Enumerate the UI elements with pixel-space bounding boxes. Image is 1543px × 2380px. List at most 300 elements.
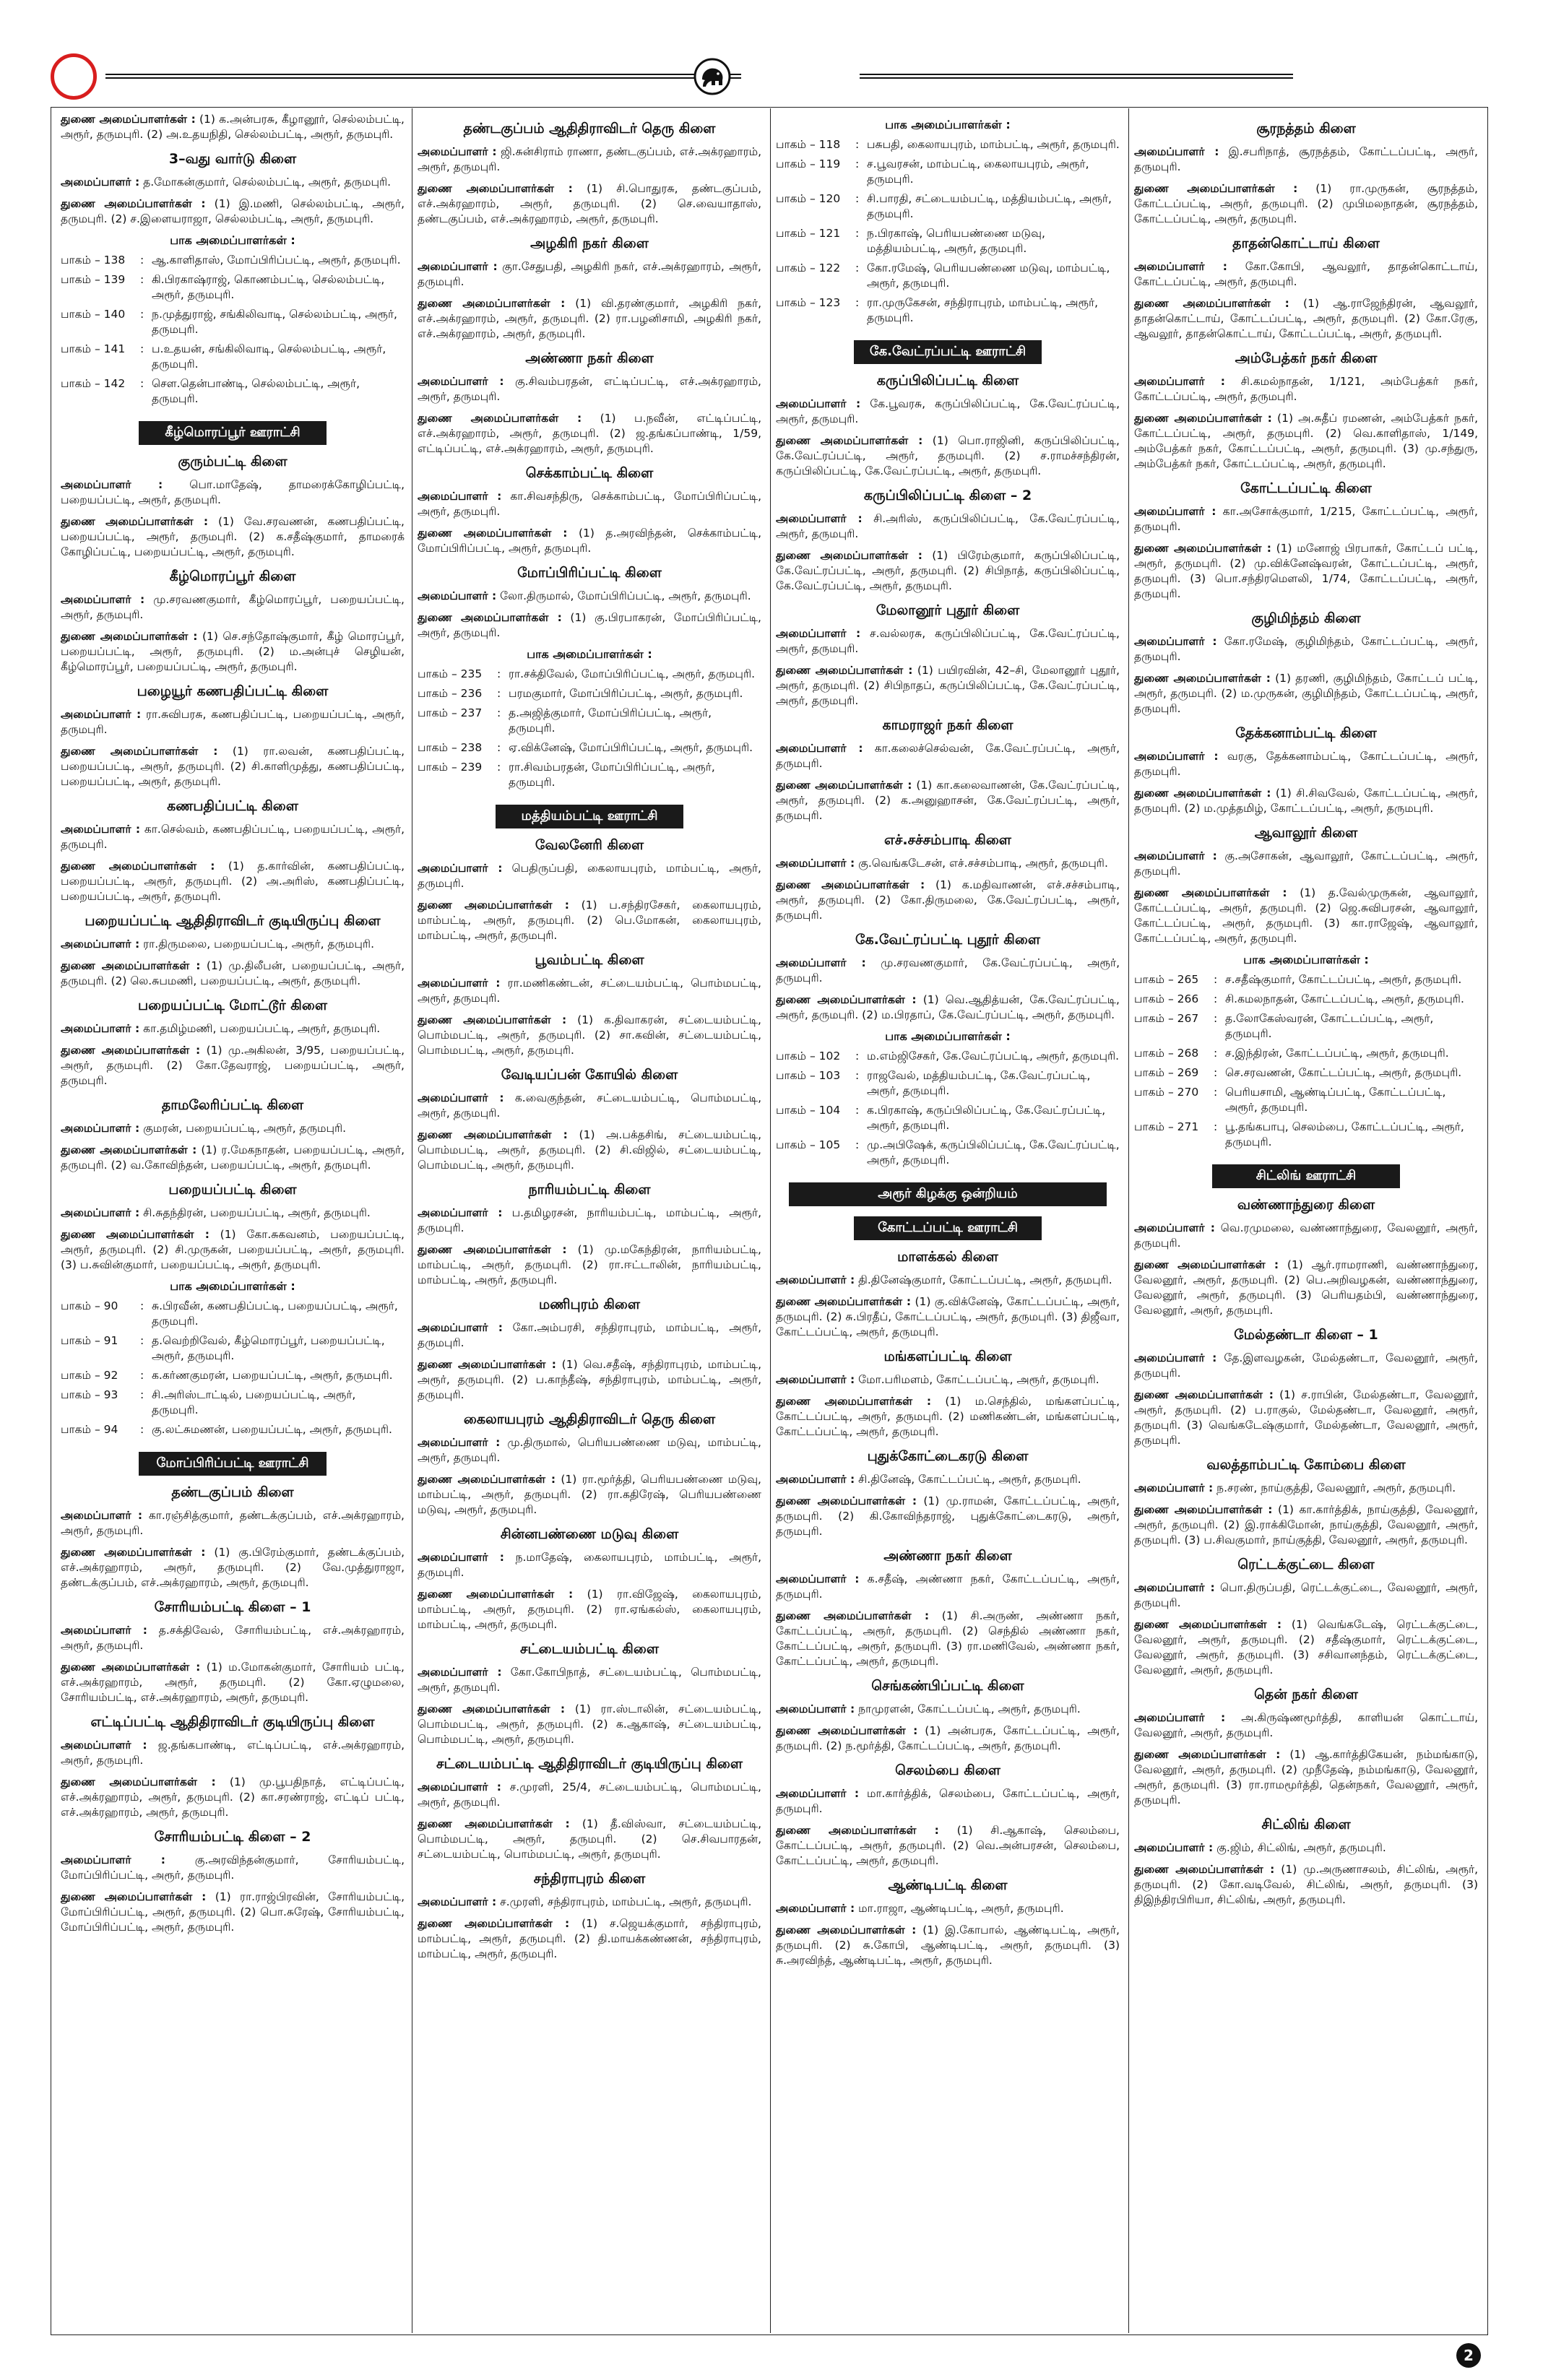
- member-entry: [61, 1660, 405, 1705]
- part-list: [776, 1049, 1120, 1172]
- role-label: துணை அமைப்பாளர்கள் :: [1134, 542, 1271, 555]
- role-label: துணை அமைப்பாளர்கள் :: [776, 878, 925, 891]
- part-row: [1134, 1085, 1478, 1120]
- role-label: துணை அமைப்பாளர்கள் :: [418, 412, 582, 425]
- panchayat-banner: கீழ்மொரப்பூர் ஊராட்சி: [139, 421, 327, 445]
- part-number: பாகம் – 271: [1134, 1120, 1199, 1133]
- member-details: கு.அரவிந்தன்குமார், சோரியம்பட்டி, மோப்பிரிப்பட்டி, அரூர், தருமபுரி.: [61, 1853, 405, 1882]
- branch-heading: மணிபுரம் கிளை: [538, 1297, 641, 1312]
- masthead-ring-icon: [51, 53, 97, 100]
- member-details: அ.கிருஷ்ணமூர்த்தி, காளியன் கொட்டாய், வேலனூர், அரூர், தருமபுரி.: [1134, 1711, 1478, 1739]
- branch-heading: தேக்கனாம்பட்டி கிளை: [1235, 725, 1377, 741]
- part-separator: :: [855, 138, 860, 151]
- member-details: (1) மு.மகேந்திரன், நாரியம்பட்டி, மாம்பட்டி, அரூர், தருமபுரி. (2) ரா.ஈட்டாலின், நாரியம்பட்டி, மாம்பட்டி, அரூர், தருமபுரி.: [418, 1243, 761, 1286]
- member-details: மு.திருமால், பெரியபண்ணை மடுவு, மாம்பட்டி, அரூர், தருமபுரி.: [418, 1436, 761, 1464]
- member-details: பெதிருப்பதி, கைலாயபுரம், மாம்பட்டி, அரூர், தருமபுரி.: [418, 862, 761, 890]
- part-member: த.அஜித்குமார், மோப்பிரிப்பட்டி, அரூர், தருமபுரி.: [509, 706, 712, 735]
- part-list: [418, 667, 761, 795]
- member-details: மு.சரவணகுமார், கே.வேட்ரப்பட்டி, அரூர், தருமபுரி.: [776, 956, 1120, 985]
- column-3: [776, 112, 1120, 2322]
- member-details: (1) வே.சரவணன், கணபதிப்பட்டி, பறையப்பட்டி, அரூர், தருமபுரி. (2) க.சதீஷ்குமார், தாமரைக் கோழிப்பட்டி, பறையப்பட்டி, அரூர், தருமபுரி.: [61, 515, 405, 558]
- member-details: (1) ச.ராபின், மேல்தண்டா, வேலனூர், அரூர், தருமபுரி. (2) ப.ராகுல், மேல்தண்டா, வேலனூர், அரூர், தருமபுரி. (3) வெங்கடேஷ்குமார், மேல்தண்டா, வேலனூர், அரூர், தருமபுரி.: [1134, 1388, 1478, 1447]
- member-details: (1) ப.சந்திரசேகர், கைலாயபுரம், மாம்பட்டி, அரூர், தருமபுரி. (2) பெ.மோகன், கைலாயபுரம், மாம்பட்டி, அரூர், தருமபுரி.: [418, 899, 761, 942]
- part-row: [61, 342, 405, 376]
- part-separator: :: [140, 1299, 144, 1312]
- member-entry: [1134, 374, 1478, 404]
- branch-heading: மேல்தண்டா கிளை – 1: [1234, 1327, 1378, 1343]
- part-member: செ.சரவணன், கோட்டப்பட்டி, அரூர், தருமபுரி.: [1225, 1066, 1462, 1079]
- part-row: [61, 253, 405, 272]
- member-entry: [776, 626, 1120, 657]
- part-separator: :: [497, 761, 501, 774]
- member-entry: [418, 259, 761, 290]
- member-details: (1) அ.சுதீப் ரமணன், அம்பேத்கர் நகர், கோட்டப்பட்டி, அரூர், தருமபுரி. (2) வெ.காளிதாஸ், 1/149, அம்பேத்கர் நகர், கோட்டப்பட்டி, அரூர், தருமபுரி. (3) மு.சந்துரு, அம்பேத்கர் நகர், கோட்டப்பட்டி, அரூர், தருமபுரி.: [1134, 412, 1478, 470]
- member-details: கோ.கோபிநாத், சட்டையம்பட்டி, பொம்மபட்டி, அரூர், தருமபுரி.: [418, 1666, 761, 1694]
- branch-heading: மாளக்கல் கிளை: [897, 1249, 998, 1265]
- masthead: [51, 51, 1495, 103]
- branch-heading: பழையூர் கணபதிப்பட்டி கிளை: [137, 683, 329, 699]
- branch-heading: புதுக்கோட்டைகரடு கிளை: [867, 1448, 1029, 1464]
- member-details: (1) ர.மேகநாதன், பறையப்பட்டி, அரூர், தருமபுரி. (2) வ.கோவிந்தன், பறையப்பட்டி, அரூர், தருமபுரி.: [61, 1143, 405, 1172]
- part-separator: :: [497, 741, 501, 754]
- part-row: [61, 307, 405, 342]
- member-details: (1) மனோஜ் பிரபாகர், கோட்டப் பட்டி, அரூர், தருமபுரி. (2) மு.விக்னேஷ்வரன், கோட்டப்பட்டி, அரூர், தருமபுரி. (3) பொ.சந்திரமௌலி, 1/74, கோட்டப்பட்டி, அரூர், தருமபுரி.: [1134, 542, 1478, 600]
- role-label: அமைப்பாளர் :: [418, 977, 501, 990]
- role-label: துணை அமைப்பாளர்கள் :: [776, 779, 912, 792]
- column-1: [61, 112, 405, 2322]
- member-details: (1) ரா.விஜேஷ், கைலாயபுரம், மாம்பட்டி, அரூர், தருமபுரி. (2) ரா.ஏங்கல்ஸ், கைலாயபுரம், மாம்பட்டி, அரூர், தருமபுரி.: [418, 1588, 761, 1631]
- member-entry: [776, 878, 1120, 923]
- member-entry: [418, 1895, 761, 1910]
- member-entry: [776, 397, 1120, 427]
- branch-heading: அம்பேத்கர் நகர் கிளை: [1235, 350, 1378, 366]
- part-number: பாகம் – 142: [61, 377, 126, 390]
- branch-heading: மேலானூர் புதூர் கிளை: [876, 602, 1020, 618]
- member-entry: [1134, 1351, 1478, 1381]
- member-details: (1) கு.பிரேம்குமார், தண்டக்குப்பம், எச்.அக்ரஹாரம், அரூர், தருமபுரி. (2) வே.முத்துராஜா, தண்டக்குப்பம், எச்.அக்ரஹாரம், அரூர், தருமபுரி.: [61, 1546, 405, 1589]
- masthead-rule-right: [860, 74, 1293, 79]
- part-row: [776, 191, 1120, 226]
- member-details: மு.சரவணகுமார், கீழ்மொரப்பூர், பறையப்பட்டி, அரூர், தருமபுரி.: [61, 593, 405, 621]
- member-details: (1) ஆர்.ராமராணி, வண்ணாந்துரை, வேலனூர், அரூர், தருமபுரி. (2) பெ.அறிவழகன், வண்ணாந்துரை, வேலனூர், அரூர், தருமபுரி. (3) பெரியதம்பி, வண்ணாந்துரை, வேலனூர், அரூர், தருமபுரி.: [1134, 1258, 1478, 1317]
- role-label: அமைப்பாளர் :: [61, 176, 140, 189]
- part-row: [61, 1299, 405, 1333]
- member-entry: [1134, 1617, 1478, 1678]
- member-entry: [61, 477, 405, 508]
- part-number: பாகம் – 236: [418, 687, 483, 700]
- member-details: க.சதீஷ், அண்ணா நகர், கோட்டப்பட்டி, அரூர், தருமபுரி.: [776, 1572, 1120, 1601]
- part-member: மு.அபிஷேக், கருப்பிலிப்பட்டி, கே.வேட்ரப்பட்டி, அரூர், தருமபுரி.: [867, 1138, 1120, 1167]
- member-entry: [61, 1853, 405, 1883]
- member-details: (1) சி.சிவவேல், கோட்டப்பட்டி, அரூர், தருமபுரி. (2) ம.முத்தமிழ், கோட்டப்பட்டி, அரூர், தருமபுரி.: [1134, 787, 1478, 815]
- member-details: (1) ரா.ராஜ்பிரவின், சோரியம்பட்டி, மோப்பிரிப்பட்டி, அரூர், தருமபுரி. (2) பொ.சுரேஷ், சோரியம்பட்டி, மோப்பிரிப்பட்டி, அரூர், தருமபுரி.: [61, 1890, 405, 1934]
- member-entry: [776, 1609, 1120, 1669]
- role-label: துணை அமைப்பாளர்கள் :: [418, 611, 562, 624]
- member-entry: [61, 744, 405, 789]
- role-label: துணை அமைப்பாளர்கள் :: [418, 1358, 556, 1371]
- member-details: (1) ரா.முருகன், சூரநத்தம், கோட்டப்பட்டி, அரூர், தருமபுரி. (2) முபிமலநாதன், சூரநத்தம், கோட்டப்பட்டி, அரூர், தருமபுரி.: [1134, 182, 1478, 225]
- member-details: சி.அரிஸ், கருப்பிலிப்பட்டி, கே.வேட்ரப்பட்டி, அரூர், தருமபுரி.: [776, 512, 1120, 540]
- part-number: பாகம் – 121: [776, 227, 841, 240]
- member-entry: [1134, 144, 1478, 175]
- member-details: (1) அ.பக்தசிங், சட்டையம்பட்டி, பொம்மபட்டி, அரூர், தருமபுரி. (2) சி.விஜில், சட்டையம்பட்டி, பொம்மபட்டி, அரூர், தருமபுரி.: [418, 1128, 761, 1172]
- member-entry: [61, 822, 405, 852]
- role-label: துணை அமைப்பாளர்கள் :: [61, 515, 209, 528]
- part-separator: :: [1214, 1120, 1218, 1133]
- part-row: [776, 226, 1120, 261]
- part-member: க.பிரகாஷ், கருப்பிலிப்பட்டி, கே.வேட்ரப்பட்டி, அரூர், தருமபுரி.: [867, 1104, 1106, 1132]
- role-label: அமைப்பாளர் :: [1134, 1351, 1217, 1364]
- part-row: [61, 1333, 405, 1368]
- part-number: பாகம் – 239: [418, 761, 483, 774]
- member-details: பொ.மாதேஷ், தாமரைக்கோழிப்பட்டி, பறையப்பட்டி, அரூர், தருமபுரி.: [61, 478, 405, 506]
- member-entry: [776, 1273, 1120, 1288]
- part-number: பாகம் – 90: [61, 1299, 118, 1312]
- role-label: துணை அமைப்பாளர்கள் :: [418, 1243, 567, 1256]
- member-details: (1) சி.அருண், அண்ணா நகர், கோட்டப்பட்டி, அரூர், தருமபுரி. (2) செந்தில் அண்ணா நகர், கோட்டப்பட்டி, அரூர், தருமபுரி. (3) ரா.மணிவேல், அண்ணா நகர், கோட்டப்பட்டி, அரூர், தருமபுரி.: [776, 1609, 1120, 1668]
- role-label: அமைப்பாளர் :: [418, 375, 504, 388]
- role-label: துணை அமைப்பாளர்கள் :: [776, 993, 917, 1006]
- part-row: [1134, 1065, 1478, 1085]
- member-entry: [61, 1775, 405, 1820]
- member-entry: [1134, 1840, 1478, 1856]
- part-member: ந.பிரகாஷ், பெரியபண்ணை மடுவு, மத்தியம்பட்டி, அரூர், தருமபுரி.: [867, 227, 1045, 255]
- role-label: அமைப்பாளர் :: [1134, 375, 1225, 388]
- member-details: த.சக்திவேல், சோரியம்பட்டி, எச்.அக்ரஹாரம், அரூர், தருமபுரி.: [61, 1624, 405, 1652]
- part-member: க.கர்ணகுமரன், பறையப்பட்டி, அரூர், தருமபுரி.: [152, 1369, 393, 1382]
- role-label: துணை அமைப்பாளர்கள் :: [61, 1546, 206, 1559]
- member-details: கு.வெங்கடேசன், எச்.சச்சம்பாடி, அரூர், தருமபுரி.: [858, 857, 1108, 870]
- member-entry: [61, 707, 405, 737]
- member-details: சி.தினேஷ், கோட்டப்பட்டி, அரூர், தருமபுரி.: [858, 1473, 1081, 1486]
- member-details: (1) வி.தரண்குமார், அழகிரி நகர், எச்.அக்ரஹாரம், அரூர், தருமபுரி. (2) ரா.பழனிசாமி, அழகிரி நகர், எச்.அக்ரஹாரம், அரூர், தருமபுரி.: [418, 297, 761, 340]
- member-entry: [418, 296, 761, 342]
- part-number: பாகம் – 103: [776, 1069, 841, 1082]
- role-label: துணை அமைப்பாளர்கள் :: [61, 197, 206, 210]
- member-details: (1) கு.பிரபாகரன், மோப்பிரிப்பட்டி, அரூர், தருமபுரி.: [418, 611, 761, 639]
- part-member: சி.கமலநாதன், கோட்டப்பட்டி, அரூர், தருமபுரி.: [1225, 992, 1464, 1005]
- part-row: [1134, 1011, 1478, 1046]
- part-row: [776, 295, 1120, 330]
- member-entry: [418, 1091, 761, 1121]
- member-entry: [61, 196, 405, 227]
- part-number: பாகம் – 265: [1134, 973, 1199, 986]
- part-row: [418, 760, 761, 795]
- part-number: பாகம் – 92: [61, 1369, 118, 1382]
- member-entry: [776, 1786, 1120, 1817]
- branch-heading: சின்னபண்ணை மடுவு கிளை: [500, 1526, 679, 1542]
- branch-heading: ஆவாலூர் கிளை: [1254, 825, 1358, 841]
- member-entry: [776, 433, 1120, 479]
- member-entry: [1134, 1580, 1478, 1611]
- member-entry: [1134, 886, 1478, 946]
- part-row: [61, 1388, 405, 1422]
- member-details: ரா.சுவிபரசு, கணபதிப்பட்டி, பறையப்பட்டி, அரூர், தருமபுரி.: [61, 708, 405, 736]
- part-separator: :: [140, 254, 144, 267]
- part-row: [61, 272, 405, 307]
- part-row: [776, 1068, 1120, 1103]
- member-details: (1) ப.நவீன், எட்டிப்பட்டி, எச்.அக்ரஹாரம், அரூர், தருமபுரி. (2) ஜ.தங்கப்பாண்டி, 1/59, எட்டிப்பட்டி, எச்.அக்ரஹாரம், அரூர், தருமபுரி.: [418, 412, 761, 455]
- branch-heading: எட்டிப்பட்டி ஆதிதிராவிடர் குடியிருப்பு கிளை: [90, 1714, 375, 1730]
- member-entry: [776, 1823, 1120, 1869]
- role-label: துணை அமைப்பாளர்கள் :: [1134, 1258, 1279, 1271]
- part-number: பாகம் – 122: [776, 261, 841, 274]
- member-details: (1) த.கார்வின், கணபதிப்பட்டி, பறையப்பட்டி, அரூர், தருமபுரி. (2) அ.அரிஸ், கணபதிப்பட்டி, பறையப்பட்டி, அரூர், தருமபுரி.: [61, 860, 405, 903]
- role-label: அமைப்பாளர் :: [776, 1902, 855, 1915]
- branch-heading: மங்களப்பட்டி கிளை: [883, 1349, 1012, 1364]
- part-separator: :: [855, 1050, 860, 1063]
- part-separator: :: [140, 1388, 144, 1401]
- member-entry: [61, 959, 405, 989]
- member-entry: [61, 112, 405, 142]
- member-details: (1) இ.மணி, செல்லம்பட்டி, அரூர், தருமபுரி. (2) ச.இளையராஜா, செல்லம்பட்டி, அரூர், தருமபுரி.: [61, 197, 405, 225]
- part-row: [418, 740, 761, 760]
- member-details: (1) ரா.மூர்த்தி, பெரியபண்ணை மடுவு, மாம்பட்டி, அரூர், தருமபுரி. (2) ரா.கதிரேஷ், பெரியபண்ணை மடுவு, அரூர், தருமபுரி.: [418, 1473, 761, 1516]
- role-label: அமைப்பாளர் :: [61, 1122, 140, 1135]
- member-entry: [418, 1206, 761, 1236]
- role-label: துணை அமைப்பாளர்கள் :: [1134, 1503, 1273, 1516]
- role-label: அமைப்பாளர் :: [61, 1022, 140, 1035]
- member-entry: [1134, 1710, 1478, 1741]
- role-label: அமைப்பாளர் :: [1134, 635, 1217, 648]
- role-label: அமைப்பாளர் :: [1134, 1221, 1215, 1234]
- part-separator: :: [140, 1334, 144, 1347]
- member-entry: [61, 1121, 405, 1136]
- role-label: துணை அமைப்பாளர்கள் :: [1134, 182, 1298, 195]
- role-label: அமைப்பாளர் :: [418, 1321, 503, 1334]
- part-number: பாகம் – 267: [1134, 1012, 1199, 1025]
- panchayat-banner: சிட்லிங் ஊராட்சி: [1212, 1164, 1400, 1188]
- member-entry: [418, 861, 761, 891]
- member-details: (1) ம.செந்தில், மங்களப்பட்டி, கோட்டப்பட்டி, அரூர், தருமபுரி. (2) மணிகண்டன், மங்களப்பட்டி, கோட்டப்பட்டி, அரூர், தருமபுரி.: [776, 1395, 1120, 1438]
- branch-heading: மோப்பிரிப்பட்டி கிளை: [517, 565, 662, 581]
- branch-heading: சோரியம்பட்டி கிளை – 2: [154, 1829, 311, 1845]
- member-entry: [61, 592, 405, 623]
- column-divider: [1128, 108, 1129, 2333]
- member-entry: [418, 1013, 761, 1058]
- member-entry: [776, 956, 1120, 986]
- section-subheading: பாக அமைப்பாளர்கள் :: [885, 1029, 1011, 1043]
- role-label: துணை அமைப்பாளர்கள் :: [1134, 787, 1271, 800]
- branch-heading: சந்திராபுரம் கிளை: [533, 1871, 646, 1887]
- member-entry: [418, 1817, 761, 1862]
- member-details: த.மோகன்குமார், செல்லம்பட்டி, அரூர், தருமபுரி.: [143, 176, 392, 189]
- role-label: அமைப்பாளர் :: [776, 1702, 855, 1715]
- part-list: [776, 137, 1120, 330]
- part-row: [1134, 972, 1478, 992]
- branch-heading: ஆண்டிபட்டி கிளை: [888, 1877, 1008, 1893]
- member-entry: [61, 1508, 405, 1539]
- member-entry: [1134, 541, 1478, 602]
- member-entry: [1134, 634, 1478, 665]
- member-details: (1) தீ.விஸ்வா, சட்டையம்பட்டி, பொம்மபட்டி, அரூர், தருமபுரி. (2) செ.சிவபாரதன், சட்டையம்பட்டி, பொம்மபட்டி, அரூர், தருமபுரி.: [418, 1817, 761, 1861]
- part-member: ம.எம்ஜிசேகர், கே.வேட்ரப்பட்டி, அரூர், தருமபுரி.: [867, 1050, 1120, 1063]
- member-entry: [61, 1143, 405, 1173]
- role-label: துணை அமைப்பாளர்கள் :: [1134, 412, 1272, 425]
- member-entry: [418, 144, 761, 175]
- member-details: (1) வெ.ஆதித்யன், கே.வேட்ரப்பட்டி, அரூர், தருமபுரி. (2) ம.பிரதாப், கே.வேட்ரப்பட்டி, அரூர், தருமபுரி.: [776, 993, 1120, 1021]
- role-label: அமைப்பாளர் :: [418, 1551, 504, 1564]
- member-entry: [418, 1550, 761, 1580]
- role-label: துணை அமைப்பாளர்கள் :: [61, 630, 198, 643]
- member-entry: [776, 548, 1120, 594]
- branch-heading: வண்ணாந்துரை கிளை: [1237, 1197, 1375, 1213]
- branch-heading: தென் நகர் கிளை: [1254, 1687, 1358, 1702]
- member-details: தி.தினேஷ்குமார், கோட்டப்பட்டி, அரூர், தருமபுரி.: [858, 1273, 1112, 1286]
- role-label: துணை அமைப்பாளர்கள் :: [61, 1044, 201, 1057]
- member-details: கு.சிவம்பரதன், எட்டிப்பட்டி, எச்.அக்ரஹாரம், அரூர், தருமபுரி.: [418, 375, 761, 403]
- part-row: [1134, 1120, 1478, 1154]
- branch-heading: தாமலேரிப்பட்டி கிளை: [161, 1097, 304, 1113]
- part-list: [61, 253, 405, 411]
- member-details: (1) தரணி, குழிமிந்தம், கோட்டப் பட்டி, அரூர், தருமபுரி. (2) ம.முருகன், குழிமிந்தம், கோட்டப்பட்டி, அரூர், தருமபுரி.: [1134, 672, 1478, 715]
- role-label: அமைப்பாளர் :: [61, 1739, 147, 1752]
- part-separator: :: [855, 157, 860, 170]
- role-label: துணை அமைப்பாளர்கள் :: [1134, 1618, 1282, 1631]
- member-details: (1) மு.பூபதிநாத், எட்டிப்பட்டி, எச்.அக்ரஹாரம், அரூர், தருமபுரி. (2) கா.சரண்ராஜ், எட்டிப் பட்டி, எச்.அக்ரஹாரம், அரூர், தருமபுரி.: [61, 1775, 405, 1819]
- member-details: (1) ச.ஜெயக்குமார், சந்திராபுரம், மாம்பட்டி, அரூர், தருமபுரி. (2) தி.மாயக்கண்ணன், சந்திராபுரம், மாம்பட்டி, அரூர், தருமபுரி.: [418, 1917, 761, 1960]
- part-number: பாகம் – 138: [61, 254, 126, 267]
- part-separator: :: [140, 1423, 144, 1436]
- role-label: அமைப்பாளர் :: [776, 1572, 860, 1585]
- member-details: (1) பிரேம்குமார், கருப்பிலிப்பட்டி, கே.வேட்ரப்பட்டி, அரூர், தருமபுரி. (2) சிபிநாத், கருப்பிலிப்பட்டி, கே.வேட்ரப்பட்டி, அரூர், தருமபுரி.: [776, 549, 1120, 592]
- part-number: பாகம் – 269: [1134, 1066, 1199, 1079]
- member-details: (1) ரா.லவன், கணபதிப்பட்டி, பறையப்பட்டி, அரூர், தருமபுரி. (2) சி.காளிமுத்து, கணபதிப்பட்டி, பறையப்பட்டி, அரூர், தருமபுரி.: [61, 745, 405, 788]
- role-label: துணை அமைப்பாளர்கள் :: [418, 1128, 568, 1141]
- part-separator: :: [855, 1069, 860, 1082]
- part-row: [61, 1422, 405, 1442]
- part-member: பெரியசாமி, ஆண்டிப்பட்டி, கோட்டப்பட்டி, அரூர், தருமபுரி.: [1225, 1086, 1446, 1114]
- part-member: சி.அரிஸ்டாட்டில், பறையப்பட்டி, அரூர், தருமபுரி.: [152, 1388, 356, 1416]
- part-member: பூ.தங்கபாபு, செலம்பை, கோட்டப்பட்டி, அரூர், தருமபுரி.: [1225, 1120, 1464, 1148]
- member-entry: [61, 1043, 405, 1089]
- branch-heading: சோரியம்பட்டி கிளை – 1: [154, 1599, 311, 1615]
- member-entry: [61, 1738, 405, 1768]
- member-details: மா.ராஜா, ஆண்டிபட்டி, அரூர், தருமபுரி.: [858, 1902, 1064, 1915]
- role-label: அமைப்பாளர் :: [61, 1853, 165, 1866]
- member-entry: [1134, 1388, 1478, 1448]
- member-entry: [776, 663, 1120, 709]
- part-row: [418, 667, 761, 686]
- part-number: பாகம் – 123: [776, 296, 841, 309]
- role-label: அமைப்பாளர் :: [776, 512, 863, 525]
- member-details: (1) மு.அருணாசலம், சிட்லிங், அரூர், தருமபுரி. (2) கோ.வடிவேல், சிட்லிங், அரூர், தருமபுரி. (3) திஇந்திரபிரியா, சிட்லிங், அரூர், தருமபுரி.: [1134, 1863, 1478, 1906]
- member-entry: [418, 1665, 761, 1695]
- member-entry: [1134, 849, 1478, 879]
- role-label: அமைப்பாளர் :: [776, 1273, 855, 1286]
- branch-heading: கணபதிப்பட்டி கிளை: [167, 798, 298, 814]
- part-row: [61, 1368, 405, 1388]
- member-details: ஜி.சுன்சிராம் ராணா, தண்டகுப்பம், எச்.அக்ரஹாரம், அரூர், தருமபுரி.: [418, 145, 761, 173]
- branch-heading: வேடியப்பன் கோயில் கிளை: [501, 1067, 678, 1083]
- member-details: (1) க.திவாகரன், சட்டையம்பட்டி, பொம்மபட்டி, அரூர், தருமபுரி. (2) சா.கவின், சட்டையம்பட்டி, பொம்மபட்டி, அரூர், தருமபுரி.: [418, 1013, 761, 1057]
- role-label: அமைப்பாளர் :: [418, 1780, 501, 1793]
- role-label: அமைப்பாளர் :: [418, 862, 503, 875]
- role-label: அமைப்பாளர் :: [776, 397, 861, 410]
- role-label: அமைப்பாளர் :: [61, 1206, 140, 1219]
- member-entry: [776, 1723, 1120, 1754]
- member-details: ரா.மணிகண்டன், சட்டையம்பட்டி, பொம்மபட்டி, அரூர், தருமபுரி.: [418, 977, 761, 1005]
- role-label: துணை அமைப்பாளர்கள் :: [418, 1588, 574, 1601]
- branch-heading: செக்காம்பட்டி கிளை: [525, 465, 654, 481]
- part-number: பாகம் – 266: [1134, 992, 1199, 1005]
- branch-heading: கருப்பிலிப்பட்டி கிளை – 2: [863, 488, 1032, 503]
- member-details: ந.சரண், நாய்குத்தி, வேலனூர், அரூர், தருமபுரி.: [1216, 1481, 1456, 1494]
- member-entry: [1134, 1481, 1478, 1496]
- member-details: (1) க.அன்பரசு, கீழானூர், செல்லம்பட்டி, அரூர், தருமபுரி. (2) அ.உதயநிதி, செல்லம்பட்டி, அரூர், தருமபுரி.: [61, 113, 405, 141]
- branch-heading: கீழ்மொரப்பூர் கிளை: [169, 568, 296, 584]
- role-label: துணை அமைப்பாளர்கள் :: [61, 113, 196, 126]
- member-details: (1) மு.திலீபன், பறையப்பட்டி, அரூர், தருமபுரி. (2) லெ.சுபமணி, பறையப்பட்டி, அரூர், தருமபுரி.: [61, 959, 405, 987]
- role-label: துணை அமைப்பாளர்கள் :: [776, 1724, 918, 1737]
- member-entry: [418, 898, 761, 943]
- part-list: [61, 1299, 405, 1442]
- part-separator: :: [140, 342, 144, 355]
- member-details: கா.கலைச்செல்வன், கே.வேட்ரப்பட்டி, அரூர், தருமபுரி.: [776, 742, 1120, 770]
- role-label: துணை அமைப்பாளர்கள் :: [776, 1295, 912, 1308]
- member-details: (1) சி.ஆகாஷ், செலம்பை, கோட்டப்பட்டி, அரூர், தருமபுரி. (2) வெ.அன்பரசன், செலம்பை, கோட்டப்பட்டி, அரூர், தருமபுரி.: [776, 1824, 1120, 1867]
- member-entry: [1134, 504, 1478, 535]
- role-label: துணை அமைப்பாளர்கள் :: [61, 1775, 216, 1788]
- member-details: வரகு, தேக்கனாம்பட்டி, கோட்டப்பட்டி, அரூர், தருமபுரி.: [1134, 750, 1478, 778]
- member-details: (1) ரா.ஸ்டாலின், சட்டையம்பட்டி, பொம்மபட்டி, அரூர், தருமபுரி. (2) க.ஆகாஷ், சட்டையம்பட்டி, பொம்மபட்டி, அரூர், தருமபுரி.: [418, 1702, 761, 1746]
- part-member: த.வெற்றிவேல், கீழ்மொரப்பூர், பறையப்பட்டி, அரூர், தருமபுரி.: [152, 1334, 385, 1362]
- role-label: அமைப்பாளர் :: [61, 938, 140, 951]
- branch-heading: குழிமிந்தம் கிளை: [1251, 610, 1361, 626]
- column-2: [418, 112, 761, 2322]
- part-number: பாகம் – 102: [776, 1050, 841, 1063]
- member-details: (1) பொ.ராஜினி, கருப்பிலிப்பட்டி, கே.வேட்ரப்பட்டி, அரூர், தருமபுரி. (2) ச.ராமச்சந்திரன், கருப்பிலிப்பட்டி, கே.வேட்ரப்பட்டி, அரூர், தருமபுரி.: [776, 434, 1120, 477]
- role-label: துணை அமைப்பாளர்கள் :: [1134, 1388, 1274, 1401]
- role-label: அமைப்பாளர் :: [418, 1206, 503, 1219]
- role-label: துணை அமைப்பாளர்கள் :: [61, 1890, 207, 1903]
- panchayat-banner: கோட்டப்பட்டி ஊராட்சி: [854, 1216, 1042, 1240]
- member-details: லோ.திருமால், மோப்பிரிப்பட்டி, அரூர், தருமபுரி.: [500, 589, 751, 602]
- column-divider: [770, 108, 771, 2333]
- role-label: அமைப்பாளர் :: [1134, 849, 1217, 862]
- branch-heading: காமராஜர் நகர் கிளை: [882, 717, 1013, 733]
- part-member: ராஜவேல், மத்தியம்பட்டி, கே.வேட்ரப்பட்டி, அரூர், தருமபுரி.: [867, 1069, 1091, 1097]
- part-row: [776, 157, 1120, 191]
- member-details: க.வைகுந்தன், சட்டையம்பட்டி, பொம்மபட்டி, அரூர், தருமபுரி.: [418, 1091, 761, 1120]
- part-row: [1134, 1046, 1478, 1065]
- member-details: (1) கு.விக்னேஷ், கோட்டப்பட்டி, அரூர், தருமபுரி. (2) சு.பிரதீப், கோட்டப்பட்டி, அரூர், தருமபுரி. (3) திஜீவா, கோட்டப்பட்டி, அரூர், தருமபுரி.: [776, 1295, 1120, 1338]
- member-details: கா.ரஞ்சித்குமார், தண்டக்குப்பம், எச்.அக்ரஹாரம், அரூர், தருமபுரி.: [61, 1509, 405, 1537]
- part-number: பாகம் – 104: [776, 1104, 841, 1117]
- member-details: ஜ.தங்கபாண்டி, எட்டிப்பட்டி, எச்.அக்ரஹாரம், அரூர், தருமபுரி.: [61, 1739, 405, 1767]
- member-entry: [418, 489, 761, 519]
- member-entry: [1134, 1502, 1478, 1548]
- role-label: அமைப்பாளர் :: [1134, 1711, 1226, 1724]
- role-label: அமைப்பாளர் :: [418, 145, 497, 158]
- part-separator: :: [855, 261, 860, 274]
- member-details: கோ.அம்பரசி, சந்திராபுரம், மாம்பட்டி, அரூர், தருமபுரி.: [418, 1321, 761, 1349]
- member-details: சி.கமல்நாதன், 1/121, அம்பேத்கர் நகர், கோட்டப்பட்டி, அரூர், தருமபுரி.: [1134, 375, 1478, 403]
- part-row: [418, 706, 761, 740]
- part-member: கோ.ரமேஷ், பெரியபண்ணை மடுவு, மாம்பட்டி, அரூர், தருமபுரி.: [867, 261, 1110, 290]
- part-member: ந.முத்துராஜ், சங்கிலிவாடி, செல்லம்பட்டி, அரூர், தருமபுரி.: [152, 308, 397, 336]
- member-details: குா.சேதுபதி, அழகிரி நகர், எச்.அக்ரஹாரம், அரூர், தருமபுரி.: [418, 260, 761, 288]
- role-label: துணை அமைப்பாளர்கள் :: [418, 182, 573, 195]
- member-entry: [418, 411, 761, 456]
- role-label: துணை அமைப்பாளர்கள் :: [418, 1013, 567, 1026]
- part-member: சி.பாரதி, சட்டையம்பட்டி, மத்தியம்பட்டி, அரூர், தருமபுரி.: [867, 192, 1112, 220]
- part-separator: :: [1214, 992, 1218, 1005]
- part-separator: :: [1214, 1047, 1218, 1060]
- member-entry: [776, 992, 1120, 1023]
- member-entry: [1134, 259, 1478, 290]
- part-number: பாகம் – 237: [418, 706, 483, 719]
